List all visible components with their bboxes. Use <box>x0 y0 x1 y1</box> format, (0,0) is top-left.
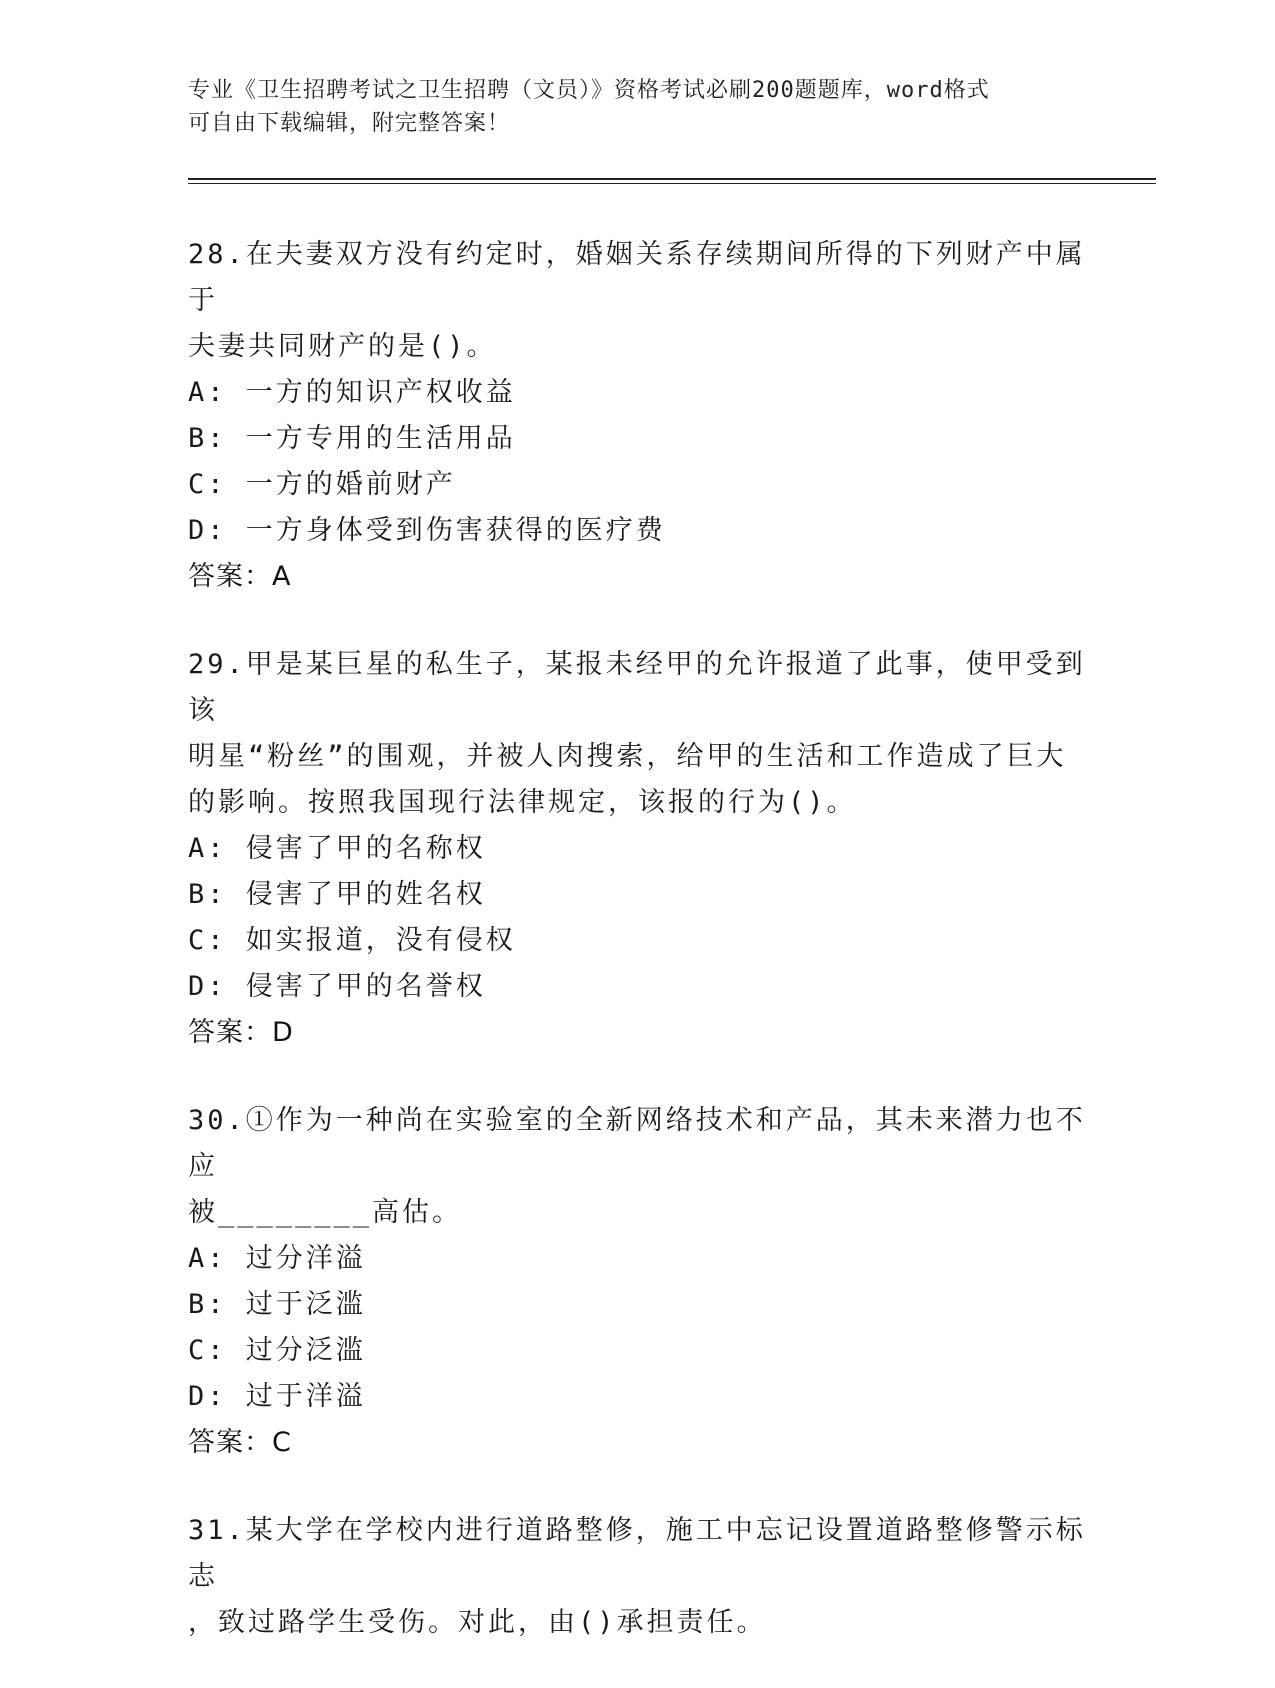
stem-line: 被________高估。 <box>188 1197 463 1228</box>
option-a: A: 一方的知识产权收益 <box>188 377 516 408</box>
answer-label: 答案：C <box>188 1427 292 1458</box>
option-d: D: 过于洋溢 <box>188 1381 366 1412</box>
option-b: B: 一方专用的生活用品 <box>188 423 516 454</box>
option-c: C: 如实报道，没有侵权 <box>188 925 516 956</box>
stem-line: 31.某大学在学校内进行道路整修，施工中忘记设置道路整修警示标志 <box>188 1515 1086 1592</box>
header-line-2: 可自由下载编辑，附完整答案！ <box>188 111 511 136</box>
answer-label: 答案：A <box>188 561 292 592</box>
stem-line: 30.①作为一种尚在实验室的全新网络技术和产品，其未来潜力也不应 <box>188 1105 1086 1182</box>
stem-line: 夫妻共同财产的是()。 <box>188 331 497 362</box>
stem-line: 的影响。按照我国现行法律规定，该报的行为()。 <box>188 787 857 818</box>
answer-label: 答案：D <box>188 1017 294 1048</box>
stem-line: ，致过路学生受伤。对此，由()承担责任。 <box>188 1607 767 1638</box>
option-d: D: 侵害了甲的名誉权 <box>188 971 486 1002</box>
question-31 <box>188 1508 1088 1646</box>
stem-line: 明星“粉丝”的围观，并被人肉搜索，给甲的生活和工作造成了巨大 <box>188 741 1067 772</box>
question-30 <box>188 1098 1088 1466</box>
question-stem <box>188 642 1088 826</box>
option-c: C: 一方的婚前财产 <box>188 469 456 500</box>
option-a: A: 过分洋溢 <box>188 1243 366 1274</box>
option-b: B: 过于泛滥 <box>188 1289 366 1320</box>
header-divider-thin <box>188 183 1156 184</box>
option-a: A: 侵害了甲的名称权 <box>188 833 486 864</box>
stem-line: 29.甲是某巨星的私生子，某报未经甲的允许报道了此事，使甲受到该 <box>188 649 1086 726</box>
document-header <box>188 74 1068 140</box>
option-b: B: 侵害了甲的姓名权 <box>188 879 486 910</box>
question-list <box>188 232 1088 1688</box>
header-divider-thick <box>188 178 1156 180</box>
question-stem <box>188 1098 1088 1236</box>
question-stem <box>188 232 1088 370</box>
option-d: D: 一方身体受到伤害获得的医疗费 <box>188 515 666 546</box>
question-29 <box>188 642 1088 1056</box>
stem-line: 28.在夫妻双方没有约定时，婚姻关系存续期间所得的下列财产中属于 <box>188 239 1086 316</box>
header-line-1: 专业《卫生招聘考试之卫生招聘（文员）》资格考试必刷200题题库，word格式 <box>188 78 990 103</box>
option-c: C: 过分泛滥 <box>188 1335 366 1366</box>
question-stem <box>188 1508 1088 1646</box>
question-28 <box>188 232 1088 600</box>
